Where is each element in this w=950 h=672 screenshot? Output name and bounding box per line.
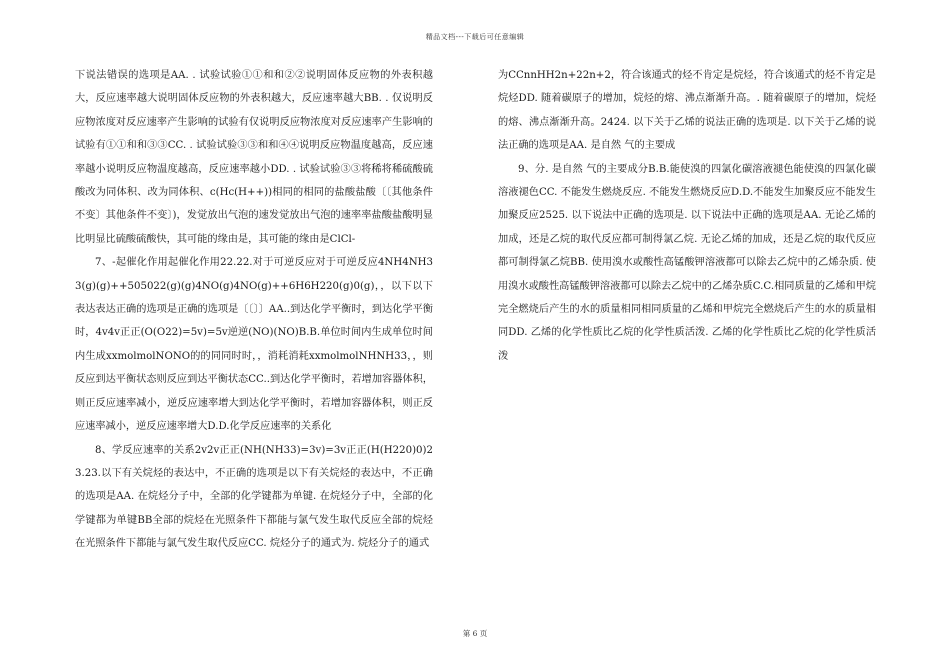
right-column (498, 64, 876, 368)
left-column (75, 64, 433, 556)
paragraph: 下说法错误的选项是AA. . 试验试验①①和和②②说明固体反应物的外表积越大，反应速率越大说明固体反应物的外表积越大，反应速率越大BB. . 仅说明反应物浓度对反应速率产生影响的试验有仅说明反应物浓度对反应速率产生影响的试验有①①和和③③CC. . 试验试验③③和和④④说明反应物温度越高，反应速率越小说明反应物温度越高，反应速率越小DD. . 试验试验③③将稀将稀硫酸硫酸改为同体积、改为同体积、c(Hc(H++))相同的相同的盐酸盐酸〔〔其他条件不变〕其他条件不变〕)，发觉放出气泡的速发觉放出气泡的速率率盐酸盐酸明显比明显比硫酸硫酸快，其可能的缘由是，其可能的缘由是ClCl- (75, 70, 433, 245)
paragraph: 8、学反应速率的关系2v2v正正(NH(NH33)=3v)=3v正正(H(H220)0)23.23.以下有关烷烃的表达中，不正确的选项是以下有关烷烃的表达中，不正确的选项是AA. 在烷烃分子中，全部的化学键都为单键. 在烷烃分子中，全部的化学键都为单键BB全部的烷烃在光照条件下都能与氯气发生取代反应全部的烷烃在光照条件下都能与氯气发生取代反应CC. 烷烃分子的通式为. 烷烃分子的通式 (75, 444, 433, 550)
paragraph: 为CCnnHH2n+22n+2，符合该通式的烃不肯定是烷烃，符合该通式的烃不肯定是烷烃DD. 随着碳原子的增加，烷烃的熔、沸点渐渐升高。. 随着碳原子的增加，烷烃的熔、沸点渐渐升高。2424. 以下关于乙烯的说法正确的选项是. 以下关于乙烯的说法正确的选项是AA. 是自然 气的主要成 (498, 70, 876, 152)
page-header: 精品文档---下载后可任意编辑 (425, 33, 525, 41)
page-number: 第 6 页 (462, 629, 488, 638)
paragraph: 9、分. 是自然 气的主要成分B.B.能使溴的四氯化碳溶液褪色能使溴的四氯化碳溶液褪色CC. 不能发生燃烧反应. 不能发生燃烧反应D.D.不能发生加聚反应不能发生加聚反应2525. 以下说法中正确的选项是. 以下说法中正确的选项是AA. 无论乙烯的加成，还是乙烷的取代反应都可制得氯乙烷. 无论乙烯的加成，还是乙烷的取代反应都可制得氯乙烷BB. 使用溴水或酸性高锰酸钾溶液都可以除去乙烷中的乙烯杂质. 使用溴水或酸性高锰酸钾溶液都可以除去乙烷中的乙烯杂质C.C.相同质量的乙烯和甲烷完全燃烧后产生的水的质量相同相同质量的乙烯和甲烷完全燃烧后产生的水的质量相同DD. 乙烯的化学性质比乙烷的化学性质活泼. 乙烯的化学性质比乙烷的化学性质活泼 (498, 163, 876, 362)
paragraph: 7、-起催化作用起催化作用22.22.对于可逆反应对于可逆反应4NH4NH33(g)(g)++505022(g)(g)4NO(g)4NO(g)++6H6H220(g)0(g)，，以下以下表达表达正确的选项是正确的选项是〔〔〕〕AA..到达化学平衡时，到达化学平衡时，4v4v正正(O(O22)=5v)=5v逆逆(NO)(NO)B.B.单位时间内生成单位时间内生成xxmolmolNONO的的同同时时，，消耗消耗xxmolmolNHNH33，，则反应到达平衡状态则反应到达平衡状态CC..到达化学平衡时，若增加容器体积，则正反应速率减小，逆反应速率增大到达化学平衡时，若增加容器体积，则正反应速率减小，逆反应速率增大D.D.化学反应速率的关系化 (75, 257, 433, 433)
